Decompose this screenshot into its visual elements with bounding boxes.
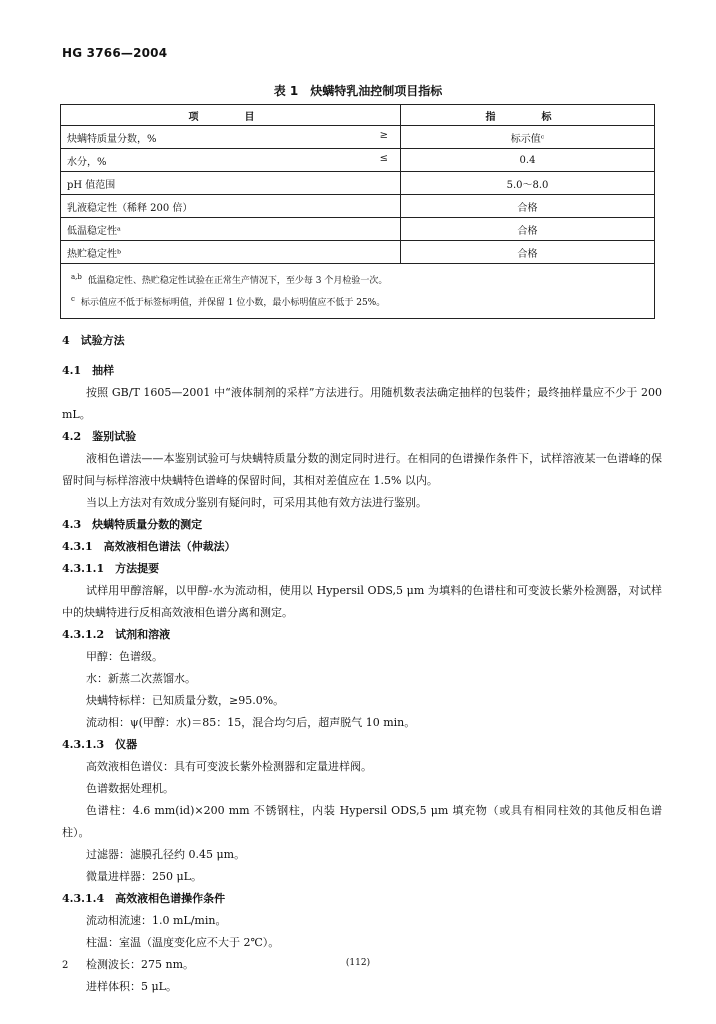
list-item: 流动相流速：1.0 mL/min。 [86,914,227,927]
paragraph: 按照 GB/T 1605—2001 中“液体制剂的采样”方法进行。用随机数表法确定抽样的包装件；最终抽样量应不少于 200 mL。 [62,386,662,421]
table-header-row [61,105,655,126]
col-header-item: 项 目 [61,105,401,126]
paragraph: 试样用甲醇溶解，以甲醇-水为流动相，使用以 Hypersil ODS,5 μm 为填料的色谱柱和可变波长紫外检测器，对试样中的炔螨特进行反相高效液相色谱分离和测定。 [62,584,662,619]
table-row [61,149,655,172]
list-item: 微量进样器：250 μL。 [86,870,202,883]
row-value: 合格 [401,195,655,218]
list-item: 过滤器：滤膜孔径约 0.45 μm。 [86,848,246,861]
row-operator: ≤ [379,153,389,164]
table-row [61,241,655,264]
section-heading: 4.3.1 高效液相色谱法（仲裁法） [62,540,236,553]
list-item: 检测波长：275 nm。 [86,958,195,971]
row-value: 合格 [401,241,655,264]
spec-table [60,104,655,319]
paragraph: 当以上方法对有效成分鉴别有疑问时，可采用其他有效方法进行鉴别。 [86,496,427,509]
row-item: pH 值范围 [67,179,116,191]
table-row [61,172,655,195]
note-mark: a,b [71,273,82,281]
list-item: 色谱数据处理机。 [86,782,174,795]
section-heading: 4.3 炔螨特质量分数的测定 [62,518,203,531]
note-text: 标示值应不低于标签标明值，并保留 1 位小数，最小标明值应不低于 25%。 [80,298,386,308]
row-operator: ≥ [379,130,389,141]
list-item: 柱温：室温（温度变化应不大于 2℃）。 [86,936,280,949]
section-heading: 4.3.1.1 方法提要 [62,562,160,575]
table-note [71,268,644,290]
list-item: 甲醇：色谱级。 [86,650,163,663]
table-notes-row [61,264,655,319]
paragraph: 液相色谱法——本鉴别试验可与炔螨特质量分数的测定同时进行。在相同的色谱操作条件下，试样溶液某一色谱峰的保留时间与标样溶液中炔螨特色谱峰的保留时间，其相对差值应在 1.5% 以内。 [62,452,662,487]
section-heading: 4.3.1.3 仪器 [62,738,138,751]
row-value: 标示值ᶜ [401,126,655,149]
row-item: 热贮稳定性ᵇ [67,248,121,260]
paragraph: 色谱柱：4.6 mm(id)×200 mm 不锈钢柱，内装 Hypersil ODS,5 μm 填充物（或具有相同柱效的其他反相色谱柱）。 [62,804,662,839]
row-value: 合格 [401,218,655,241]
list-item: 炔螨特标样：已知质量分数，≥95.0%。 [86,694,285,707]
row-item: 炔螨特质量分数，% [67,133,157,145]
page-number: 2 [62,960,69,971]
table-row [61,218,655,241]
list-item: 流动相：ψ(甲醇：水)＝85：15，混合均匀后，超声脱气 10 min。 [86,716,416,729]
section-heading: 4.3.1.4 高效液相色谱操作条件 [62,892,226,905]
row-value: 0.4 [401,149,655,172]
row-value: 5.0～8.0 [401,172,655,195]
row-item: 乳液稳定性（稀释 200 倍） [67,202,193,214]
standard-code-header: HG 3766—2004 [62,46,168,60]
table-row [61,195,655,218]
section-heading: 4.1 抽样 [62,364,115,377]
row-item: 水分，% [67,156,107,168]
table-row [61,126,655,149]
list-item: 高效液相色谱仪：具有可变波长紫外检测器和定量进样阀。 [86,760,372,773]
list-item: 进样体积：5 μL。 [86,980,177,993]
note-text: 低温稳定性、热贮稳定性试验在正常生产情况下，至少每 3 个月检验一次。 [87,276,388,286]
section-heading: 4.3.1.2 试剂和溶液 [62,628,171,641]
section-heading: 4.2 鉴别试验 [62,430,137,443]
table-title: 表 1 炔螨特乳油控制项目指标 [273,84,443,98]
col-header-indicator: 指 标 [401,105,655,126]
body-text [62,330,662,998]
section-heading: 4 试验方法 [62,334,125,347]
note-mark: c [71,295,75,303]
row-item: 低温稳定性ᵃ [67,225,121,237]
table-note [71,290,644,312]
page-code: (112) [345,958,371,968]
list-item: 水：新蒸二次蒸馏水。 [86,672,196,685]
